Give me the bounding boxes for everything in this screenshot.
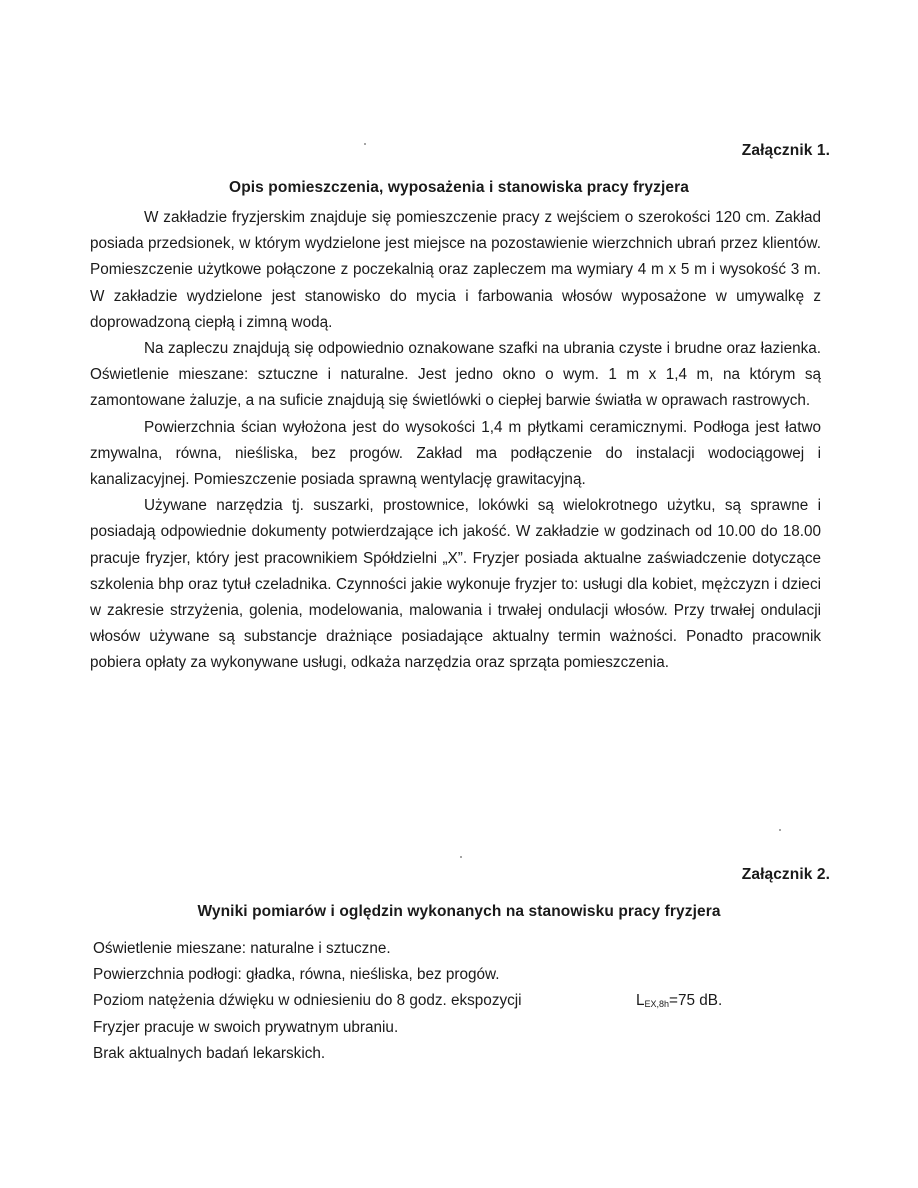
result-item (93, 988, 823, 1014)
annex-2-title: Wyniki pomiarów i oględzin wykonanych na stanowisku pracy fryzjera (197, 903, 721, 920)
annex-1-paragraph: Na zapleczu znajdują się odpowiednio oznakowane szafki na ubrania czyste i brudne oraz łazienka. Oświetlenie mieszane: sztuczne i naturalne. Jest jedno okno o wym. 1 m x 1,4 m, na którym są zamontowane żaluzje, a na suficie znajdują się świetlówki o ciepłej barwie światła w oprawach rastrowych. (90, 340, 821, 410)
annex-1-body (90, 205, 821, 677)
noise-level-formula (636, 988, 722, 1017)
annex-1-title: Opis pomieszczenia, wyposażenia i stanowiska pracy fryzjera (229, 179, 689, 196)
noise-level-label: Poziom natężenia dźwięku w odniesieniu do 8 godz. ekspozycji (93, 992, 522, 1010)
noise-value: =75 dB. (669, 992, 723, 1010)
annex-1-paragraph: Używane narzędzia tj. suszarki, prostownice, lokówki są wielokrotnego użytku, są sprawne i posiadają odpowiednie dokumenty potwierdzające ich jakość. W zakładzie w godzinach od 10.00 do 18.00 pracuje fryzjer, który jest pracownikiem Spółdzielni „X”. Fryzjer posiada aktualne zaświadczenie dotyczące szkolenia bhp oraz tytuł czeladnika. Czynności jakie wykonuje fryzjer to: usługi dla kobiet, mężczyzn i dzieci w zakresie strzyżenia, golenia, modelowania, malowania i trwałej ondulacji włosów. Przy trwałej ondulacji włosów używane są substancje drażniące posiadające aktualny termin ważności. Ponadto pracownik pobiera opłaty za wykonywane usługi, odkaża narzędzia oraz sprząta pomieszczenia. (90, 497, 821, 672)
scan-speck (364, 143, 366, 145)
noise-symbol: L (636, 992, 645, 1010)
noise-subscript: EX,8h (644, 999, 670, 1010)
annex-1-paragraph: Powierzchnia ścian wyłożona jest do wysokości 1,4 m płytkami ceramicznymi. Podłoga jest łatwo zmywalna, równa, nieśliska, bez progów. Zakład ma podłączenie do instalacji wodociągowej i kanalizacyjnej. Pomieszczenie posiada sprawną wentylację grawitacyjną. (90, 418, 821, 489)
annex-1-label: Załącznik 1. (741, 142, 830, 159)
result-item: Powierzchnia podłogi: gładka, równa, nieśliska, bez progów. (93, 966, 500, 984)
result-item: Fryzjer pracuje w swoich prywatnym ubraniu. (93, 1018, 399, 1036)
result-item: Oświetlenie mieszane: naturalne i sztuczne. (93, 940, 391, 957)
annex-1-paragraph: W zakładzie fryzjerskim znajduje się pomieszczenie pracy z wejściem o szerokości 120 cm. Zakład posiada przedsionek, w którym wydzielone jest miejsce na pozostawienie wierzchnich ubrań przez klientów. Pomieszczenie użytkowe połączone z poczekalnią oraz zapleczem ma wymiary 4 m x 5 m i wysokość 3 m. W zakładzie wydzielone jest stanowisko do mycia i farbowania włosów wyposażone w umywalkę z doprowadzoną ciepłą i zimną wodą. (90, 209, 821, 331)
annex-2-results-list (93, 936, 823, 1067)
scan-speck (460, 856, 462, 858)
result-item: Brak aktualnych badań lekarskich. (93, 1044, 326, 1062)
annex-2-label: Załącznik 2. (741, 866, 830, 883)
scan-speck (779, 829, 781, 831)
